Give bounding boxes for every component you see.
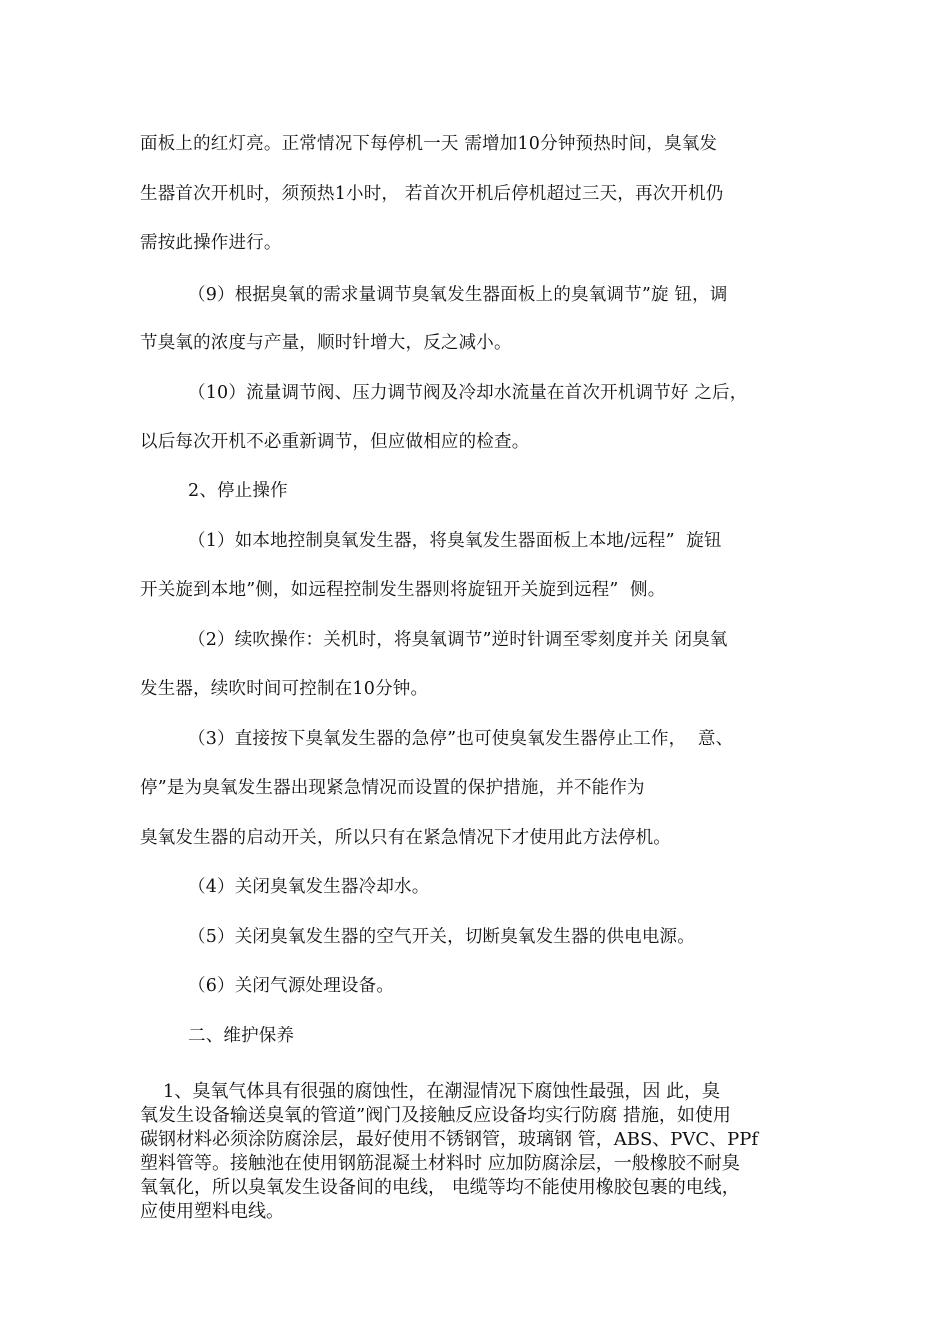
paragraph-line: 节臭氧的浓度与产量，顺时针增大，反之减小。 — [140, 333, 512, 353]
paragraph-line: 需按此操作进行。 — [140, 233, 282, 253]
dense-paragraph-line: 氧发生设备输送臭氧的管道”阀门及接触反应设备均实行防腐 措施，如使用 — [140, 1105, 731, 1126]
paragraph-line: 停”是为臭氧发生器出现紧急情况而设置的保护措施，并不能作为 — [140, 778, 645, 798]
section-heading: 2、停止操作 — [188, 481, 288, 501]
dense-paragraph-line: 塑料管等。接触池在使用钢筋混凝土材料时 应加防腐涂层，一般橡胶不耐臭 — [140, 1153, 740, 1174]
paragraph-line: （2）续吹操作：关机时，将臭氧调节”逆时针调至零刻度并关 闭臭氧 — [188, 630, 728, 650]
paragraph-line: 生器首次开机时，须预热1小时， 若首次开机后停机超过三天，再次开机仍 — [140, 184, 724, 204]
dense-paragraph-line: 应使用塑料电线。 — [140, 1201, 284, 1222]
paragraph-line: 以后每次开机不必重新调节，但应做相应的检查。 — [140, 432, 530, 452]
dense-paragraph-line: 1、臭氧气体具有很强的腐蚀性，在潮湿情况下腐蚀性最强，因 此，臭 — [140, 1081, 721, 1102]
dense-paragraph-line: 氧氧化，所以臭氧发生设备间的电线， 电缆等均不能使用橡胶包裹的电线， — [140, 1177, 740, 1198]
paragraph-line: （9）根据臭氧的需求量调节臭氧发生器面板上的臭氧调节”旋 钮，调 — [188, 285, 728, 305]
dense-paragraph-line: 碳钢材料必须涂防腐涂层，最好使用不锈钢管，玻璃钢 管，ABS、PVC、PPf — [140, 1129, 759, 1150]
paragraph-line: （4）关闭臭氧发生器冷却水。 — [188, 877, 430, 897]
paragraph-line: （5）关闭臭氧发生器的空气开关，切断臭氧发生器的供电电源。 — [188, 927, 695, 947]
paragraph-line: 发生器，续吹时间可控制在10分钟。 — [140, 679, 429, 699]
paragraph-line: （3）直接按下臭氧发生器的急停”也可使臭氧发生器停止工作， 意、 — [188, 729, 734, 749]
paragraph-line: 开关旋到本地”侧，如远程控制发生器则将旋钮开关旋到远程” 侧。 — [140, 580, 666, 600]
paragraph-line: （10）流量调节阀、压力调节阀及冷却水流量在首次开机调节好 之后， — [188, 383, 748, 403]
paragraph-line: 臭氧发生器的启动开关，所以只有在紧急情况下才使用此方法停机。 — [140, 828, 671, 848]
paragraph-line: （6）关闭气源处理设备。 — [188, 976, 395, 996]
paragraph-line: （1）如本地控制臭氧发生器，将臭氧发生器面板上本地/远程” 旋钮 — [188, 531, 722, 551]
paragraph-line: 面板上的红灯亮。正常情况下每停机一天 需增加10分钟预热时间，臭氧发 — [140, 134, 718, 154]
section-heading: 二、维护保养 — [188, 1026, 295, 1046]
